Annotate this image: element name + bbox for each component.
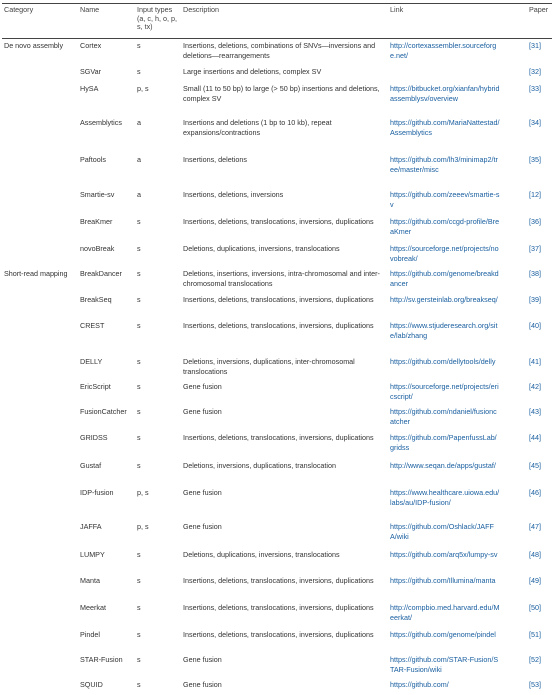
link[interactable]: https://github.com/zeeev/smartie-sv: [390, 190, 500, 209]
tool-name: JAFFA: [80, 522, 102, 531]
tool-name: DELLY: [80, 357, 103, 366]
tool-name: Assemblytics: [80, 118, 122, 127]
description: Deletions, duplications, inversions, translocations: [183, 244, 340, 253]
description: Insertions, deletions, translocations, inversions, duplications: [183, 295, 374, 304]
tool-name: Manta: [80, 576, 100, 585]
link[interactable]: https://www.stjuderesearch.org/site/lab/zhang: [390, 321, 498, 340]
description: Insertions, deletions: [183, 155, 247, 164]
input-types: s: [137, 244, 141, 253]
tool-name: Gustaf: [80, 461, 102, 470]
description: Small (11 to 50 bp) to large (> 50 bp) insertions and deletions, complex SV: [183, 84, 380, 103]
top-rule: [2, 3, 552, 4]
link[interactable]: https://github.com/ndaniel/fusioncatcher: [390, 407, 497, 426]
input-types: s: [137, 603, 141, 612]
header-rule: [2, 38, 552, 39]
description: Insertions, deletions, combinations of SNVs—inversions and deletions—rearrangements: [183, 41, 376, 60]
input-types: s: [137, 576, 141, 585]
header-paper: Paper: [529, 5, 549, 14]
link[interactable]: http://compbio.med.harvard.edu/Meerkat/: [390, 603, 500, 622]
paper-ref[interactable]: [34]: [529, 118, 541, 127]
paper-ref[interactable]: [49]: [529, 576, 541, 585]
tool-name: GRIDSS: [80, 433, 108, 442]
tool-name: Pindel: [80, 630, 100, 639]
input-types: s: [137, 321, 141, 330]
input-types: a: [137, 155, 141, 164]
paper-ref[interactable]: [43]: [529, 407, 541, 416]
input-types: s: [137, 407, 141, 416]
link[interactable]: https://github.com/STAR-Fusion/STAR-Fusion/wiki: [390, 655, 499, 674]
description: Deletions, inversions, duplications, inter-chromosomal translocations: [183, 357, 355, 376]
paper-ref[interactable]: [12]: [529, 190, 541, 199]
paper-ref[interactable]: [53]: [529, 680, 541, 689]
description: Insertions, deletions, translocations, inversions, duplications: [183, 630, 374, 639]
tool-name: HySA: [80, 84, 99, 93]
paper-ref[interactable]: [39]: [529, 295, 541, 304]
input-types: s: [137, 680, 141, 689]
link[interactable]: https://github.com/genome/pindel: [390, 630, 496, 639]
tool-name: SGVar: [80, 67, 102, 76]
tool-name: FusionCatcher: [80, 407, 127, 416]
category-de-novo-assembly: De novo assembly: [4, 41, 64, 50]
input-types: s: [137, 217, 141, 226]
tool-name: Cortex: [80, 41, 102, 50]
input-types: s: [137, 550, 141, 559]
tool-name: BreakSeq: [80, 295, 112, 304]
paper-ref[interactable]: [42]: [529, 382, 541, 391]
description: Gene fusion: [183, 382, 222, 391]
description: Gene fusion: [183, 655, 222, 664]
description: Gene fusion: [183, 680, 222, 689]
header-input-types: Input types (a, c, h, o, p, s, tx): [137, 5, 177, 32]
description: Insertions, deletions, translocations, inversions, duplications: [183, 433, 374, 442]
link[interactable]: https://github.com/ccgd-profile/BreaKmer: [390, 217, 500, 236]
input-types: s: [137, 269, 141, 278]
tool-name: Smartie-sv: [80, 190, 115, 199]
link[interactable]: https://github.com/: [390, 680, 449, 689]
link[interactable]: https://github.com/Illumina/manta: [390, 576, 496, 585]
input-types: p, s: [137, 522, 149, 531]
link[interactable]: http://cortexassembler.sourceforge.net/: [390, 41, 497, 60]
tool-name: SQUID: [80, 680, 103, 689]
description: Gene fusion: [183, 407, 222, 416]
paper-ref[interactable]: [37]: [529, 244, 541, 253]
input-types: p, s: [137, 488, 149, 497]
input-types: s: [137, 357, 141, 366]
input-types: s: [137, 67, 141, 76]
description: Deletions, duplications, inversions, translocations: [183, 550, 340, 559]
description: Insertions, deletions, translocations, inversions, duplications: [183, 576, 374, 585]
paper-ref[interactable]: [41]: [529, 357, 541, 366]
input-types: s: [137, 295, 141, 304]
description: Gene fusion: [183, 488, 222, 497]
paper-ref[interactable]: [32]: [529, 67, 541, 76]
tool-name: IDP-fusion: [80, 488, 114, 497]
link[interactable]: https://bitbucket.org/xianfan/hybridassemblysv/overview: [390, 84, 500, 103]
paper-ref[interactable]: [48]: [529, 550, 541, 559]
paper-ref[interactable]: [35]: [529, 155, 541, 164]
input-types: s: [137, 433, 141, 442]
paper-ref[interactable]: [52]: [529, 655, 541, 664]
input-types: s: [137, 382, 141, 391]
paper-ref[interactable]: [50]: [529, 603, 541, 612]
description: Insertions and deletions (1 bp to 10 kb), repeat expansions/contractions: [183, 118, 332, 137]
link[interactable]: http://www.seqan.de/apps/gustaf/: [390, 461, 496, 470]
tool-name: Paftools: [80, 155, 106, 164]
paper-ref[interactable]: [46]: [529, 488, 541, 497]
input-types: p, s: [137, 84, 149, 93]
link[interactable]: https://github.com/lh3/minimap2/tree/master/misc: [390, 155, 498, 174]
tool-name: BreaKmer: [80, 217, 113, 226]
header-link: Link: [390, 5, 404, 14]
input-types: a: [137, 118, 141, 127]
link[interactable]: https://github.com/PapenfussLab/gridss: [390, 433, 497, 452]
link[interactable]: https://github.com/Oshlack/JAFFA/wiki: [390, 522, 494, 541]
paper-ref[interactable]: [44]: [529, 433, 541, 442]
link[interactable]: https://sourceforge.net/projects/ericscript/: [390, 382, 499, 401]
paper-ref[interactable]: [36]: [529, 217, 541, 226]
description: Insertions, deletions, translocations, inversions, duplications: [183, 603, 374, 612]
paper-ref[interactable]: [33]: [529, 84, 541, 93]
link[interactable]: http://sv.gersteinlab.org/breakseq/: [390, 295, 498, 304]
description: Large insertions and deletions, complex SV: [183, 67, 322, 76]
header-name: Name: [80, 5, 100, 14]
input-types: s: [137, 41, 141, 50]
paper-ref[interactable]: [40]: [529, 321, 541, 330]
description: Insertions, deletions, translocations, inversions, duplications: [183, 321, 374, 330]
input-types: a: [137, 190, 141, 199]
paper-ref[interactable]: [47]: [529, 522, 541, 531]
description: Deletions, insertions, inversions, intra-chromosomal and inter-chromosomal translocations: [183, 269, 380, 288]
header-description: Description: [183, 5, 219, 14]
tool-name: CREST: [80, 321, 105, 330]
header-category: Category: [4, 5, 34, 14]
input-types: s: [137, 461, 141, 470]
link[interactable]: https://github.com/dellytools/delly: [390, 357, 496, 366]
input-types: s: [137, 655, 141, 664]
input-types: s: [137, 630, 141, 639]
tool-name: LUMPY: [80, 550, 105, 559]
description: Insertions, deletions, translocations, inversions, duplications: [183, 217, 374, 226]
category-short-read-mapping: Short-read mapping: [4, 269, 68, 278]
tool-name: novoBreak: [80, 244, 115, 253]
paper-ref[interactable]: [38]: [529, 269, 541, 278]
link[interactable]: https://www.healthcare.uiowa.edu/labs/au/IDP-fusion/: [390, 488, 500, 507]
tool-name: STAR-Fusion: [80, 655, 123, 664]
description: Gene fusion: [183, 522, 222, 531]
tool-name: Meerkat: [80, 603, 106, 612]
link[interactable]: https://github.com/genome/breakdancer: [390, 269, 499, 288]
description: Insertions, deletions, inversions: [183, 190, 284, 199]
link[interactable]: https://github.com/MariaNattestad/Assemblytics: [390, 118, 500, 137]
paper-ref[interactable]: [31]: [529, 41, 541, 50]
description: Deletions, inversions, duplications, translocation: [183, 461, 337, 470]
paper-ref[interactable]: [45]: [529, 461, 541, 470]
paper-ref[interactable]: [51]: [529, 630, 541, 639]
tool-name: BreakDancer: [80, 269, 122, 278]
link[interactable]: https://sourceforge.net/projects/novobreak/: [390, 244, 499, 263]
tool-name: EricScript: [80, 382, 111, 391]
link[interactable]: https://github.com/arq5x/lumpy-sv: [390, 550, 498, 559]
